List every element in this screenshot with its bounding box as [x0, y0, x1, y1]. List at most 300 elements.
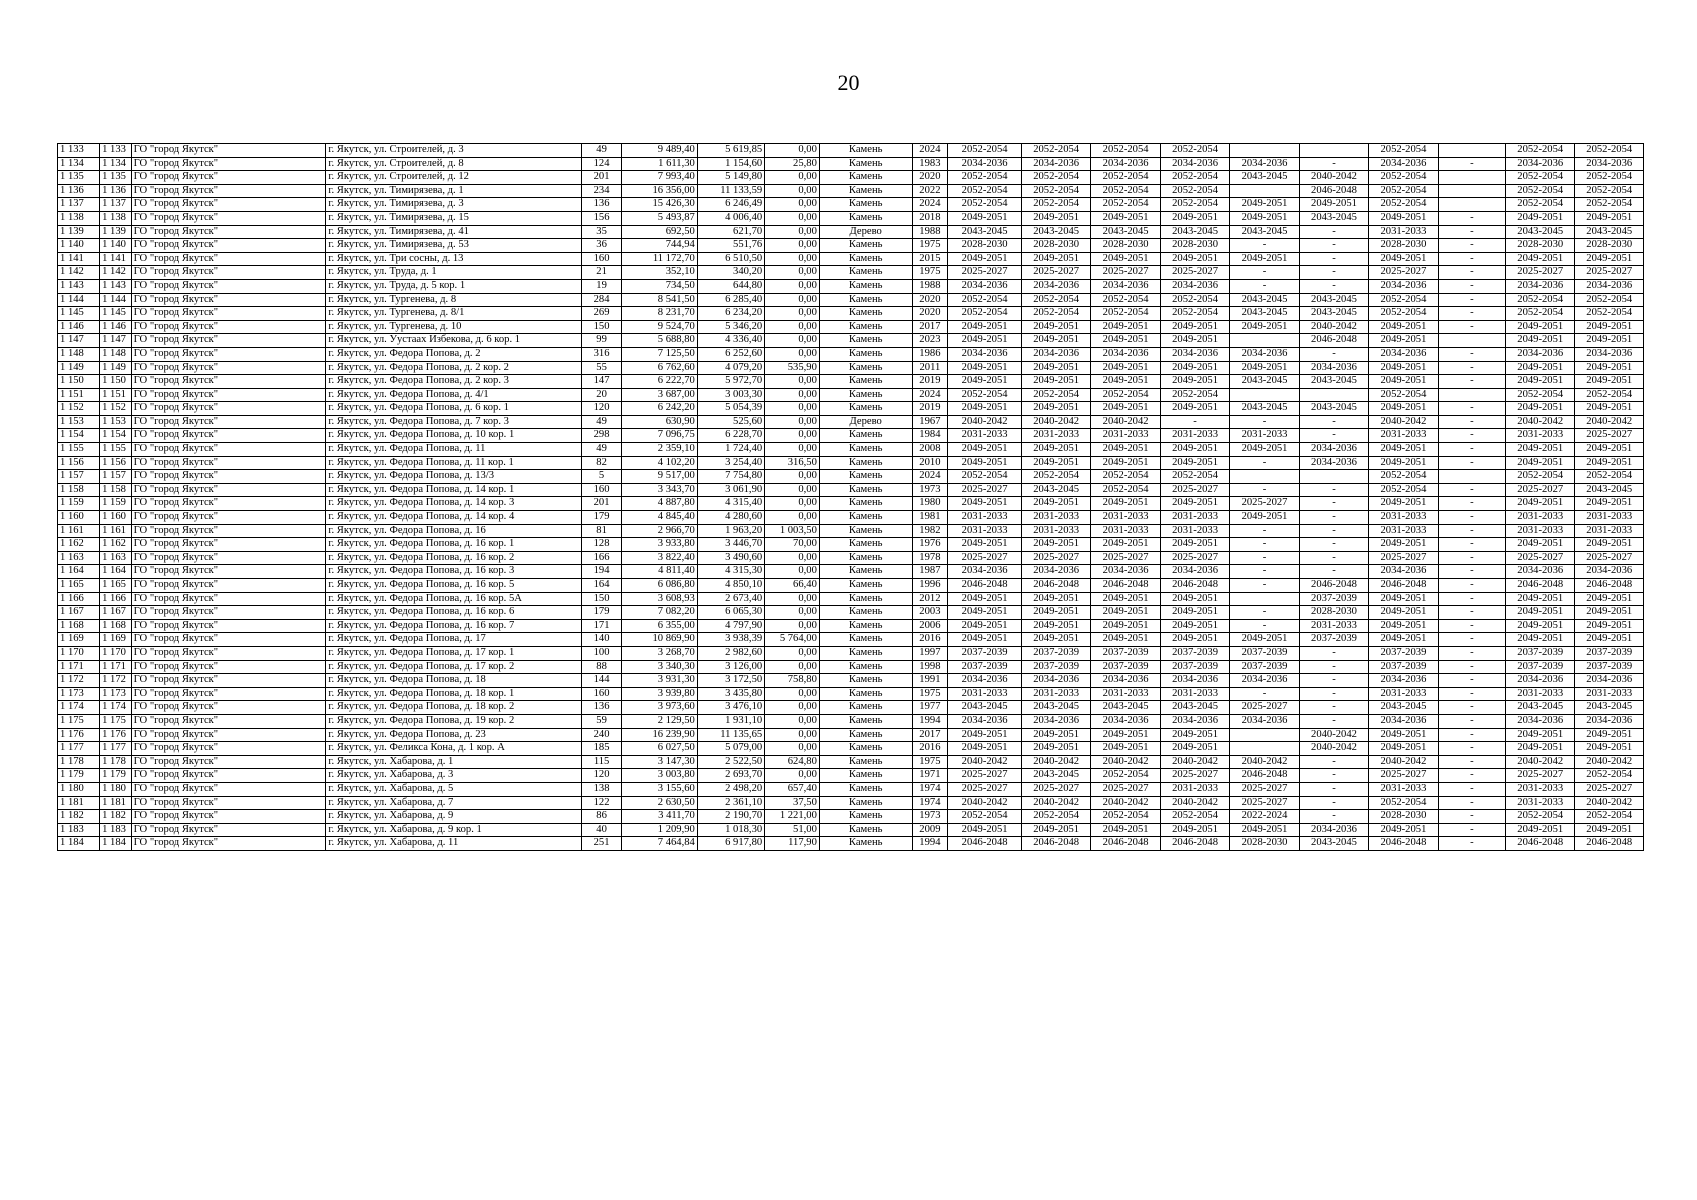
table-cell: 2049-2051: [1369, 361, 1438, 375]
table-cell: 0,00: [765, 606, 820, 620]
table-row: [58, 157, 1644, 171]
table-cell: 2031-2033: [1575, 687, 1644, 701]
table-cell: Камень: [819, 660, 912, 674]
table-cell: 2052-2054: [1160, 307, 1229, 321]
table-cell: 352,10: [622, 266, 698, 280]
table-cell: 1994: [912, 837, 948, 851]
table-cell: Камень: [819, 837, 912, 851]
table-row: [58, 687, 1644, 701]
table-cell: 2040-2042: [1369, 755, 1438, 769]
table-cell: 2052-2054: [948, 470, 1022, 484]
table-cell: 2049-2051: [1091, 211, 1160, 225]
table-cell: ГО "город Якутск": [131, 592, 326, 606]
table-cell: 2049-2051: [1160, 211, 1229, 225]
table-cell: 2025-2027: [1021, 551, 1090, 565]
table-cell: 5 619,85: [697, 144, 764, 158]
table-cell: 2025-2027: [1506, 266, 1575, 280]
table-cell: 2049-2051: [1230, 823, 1299, 837]
table-cell: 2031-2033: [1230, 429, 1299, 443]
table-cell: 40: [582, 823, 622, 837]
table-cell: 2052-2054: [1021, 388, 1090, 402]
table-cell: Камень: [819, 497, 912, 511]
table-cell: 1976: [912, 538, 948, 552]
table-row: [58, 810, 1644, 824]
table-cell: 194: [582, 565, 622, 579]
table-cell: 2031-2033: [1506, 687, 1575, 701]
table-cell: 2028-2030: [1369, 239, 1438, 253]
table-cell: 2034-2036: [1091, 347, 1160, 361]
table-cell: 2049-2051: [1575, 633, 1644, 647]
table-cell: 3 147,30: [622, 755, 698, 769]
table-cell: 2034-2036: [1230, 347, 1299, 361]
table-cell: -: [1438, 619, 1505, 633]
table-cell: Камень: [819, 687, 912, 701]
table-cell: 2031-2033: [1160, 782, 1229, 796]
table-cell: 1 162: [100, 538, 132, 552]
table-cell: 2052-2054: [1575, 769, 1644, 783]
table-cell: 59: [582, 714, 622, 728]
table-cell: 4 797,90: [697, 619, 764, 633]
table-cell: 0,00: [765, 266, 820, 280]
table-cell: ГО "город Якутск": [131, 266, 326, 280]
table-cell: 1988: [912, 225, 948, 239]
table-cell: 0,00: [765, 388, 820, 402]
table-cell: 2049-2051: [1230, 211, 1299, 225]
table-cell: 7 993,40: [622, 171, 698, 185]
table-cell: -: [1438, 592, 1505, 606]
table-cell: ГО "город Якутск": [131, 755, 326, 769]
table-cell: 2052-2054: [1575, 388, 1644, 402]
table-cell: 744,94: [622, 239, 698, 253]
table-cell: -: [1160, 415, 1229, 429]
table-cell: 201: [582, 497, 622, 511]
table-cell: Камень: [819, 198, 912, 212]
table-cell: 2040-2042: [1506, 755, 1575, 769]
table-cell: г. Якутск, ул. Хабарова, д. 9: [326, 810, 582, 824]
table-cell: 2052-2054: [1506, 470, 1575, 484]
table-cell: [1438, 144, 1505, 158]
table-cell: -: [1438, 524, 1505, 538]
table-cell: 4 315,30: [697, 565, 764, 579]
table-cell: 3 061,90: [697, 483, 764, 497]
table-cell: 2025-2027: [1091, 266, 1160, 280]
table-cell: 1 145: [58, 307, 100, 321]
table-cell: 2049-2051: [1160, 375, 1229, 389]
table-cell: -: [1230, 456, 1299, 470]
table-cell: -: [1438, 728, 1505, 742]
table-cell: 2025-2027: [1091, 782, 1160, 796]
table-row: [58, 755, 1644, 769]
table-cell: 2049-2051: [1160, 252, 1229, 266]
table-cell: 2 498,20: [697, 782, 764, 796]
table-cell: -: [1438, 701, 1505, 715]
table-cell: 2049-2051: [1369, 633, 1438, 647]
table-cell: 2020: [912, 171, 948, 185]
table-cell: -: [1438, 769, 1505, 783]
table-cell: 1983: [912, 157, 948, 171]
table-cell: 1 176: [58, 728, 100, 742]
table-cell: 1 138: [100, 211, 132, 225]
table-cell: 2049-2051: [1091, 633, 1160, 647]
table-cell: -: [1438, 755, 1505, 769]
table-cell: ГО "город Якутск": [131, 524, 326, 538]
table-cell: 2052-2054: [1506, 144, 1575, 158]
table-cell: -: [1230, 551, 1299, 565]
table-cell: 19: [582, 279, 622, 293]
table-cell: Камень: [819, 646, 912, 660]
table-cell: 2043-2045: [1299, 307, 1368, 321]
table-cell: Камень: [819, 728, 912, 742]
table-cell: 2034-2036: [1091, 714, 1160, 728]
table-cell: 1 171: [58, 660, 100, 674]
table-cell: 1 018,30: [697, 823, 764, 837]
table-cell: 758,80: [765, 674, 820, 688]
table-cell: 2049-2051: [1021, 592, 1090, 606]
table-cell: 657,40: [765, 782, 820, 796]
table-cell: 2049-2051: [1230, 511, 1299, 525]
table-cell: 1 184: [58, 837, 100, 851]
table-cell: 2037-2039: [1575, 646, 1644, 660]
table-row: [58, 728, 1644, 742]
table-cell: 2034-2036: [1575, 347, 1644, 361]
table-cell: 2049-2051: [1506, 592, 1575, 606]
table-cell: 0,00: [765, 225, 820, 239]
table-cell: 2049-2051: [1369, 320, 1438, 334]
table-cell: 2049-2051: [948, 497, 1022, 511]
table-cell: 4 102,20: [622, 456, 698, 470]
table-cell: 2046-2048: [1091, 579, 1160, 593]
table-cell: 3 268,70: [622, 646, 698, 660]
table-cell: [1438, 334, 1505, 348]
table-cell: 2049-2051: [1021, 456, 1090, 470]
table-cell: 3 973,60: [622, 701, 698, 715]
table-cell: 692,50: [622, 225, 698, 239]
table-cell: 2034-2036: [1230, 674, 1299, 688]
table-cell: г. Якутск, ул. Хабарова, д. 11: [326, 837, 582, 851]
table-cell: 2040-2042: [1575, 755, 1644, 769]
table-cell: 2049-2051: [1506, 252, 1575, 266]
table-cell: 2052-2054: [1506, 171, 1575, 185]
table-cell: 1 147: [58, 334, 100, 348]
table-cell: 4 079,20: [697, 361, 764, 375]
table-cell: 164: [582, 579, 622, 593]
table-cell: 0,00: [765, 565, 820, 579]
table-cell: 2031-2033: [1506, 524, 1575, 538]
table-cell: 2034-2036: [1160, 714, 1229, 728]
table-cell: 1 151: [100, 388, 132, 402]
table-cell: 2043-2045: [1021, 483, 1090, 497]
table-cell: -: [1438, 687, 1505, 701]
table-cell: 2049-2051: [1230, 320, 1299, 334]
table-cell: 251: [582, 837, 622, 851]
table-cell: 0,00: [765, 714, 820, 728]
table-cell: 1 169: [100, 633, 132, 647]
table-cell: 2043-2045: [1299, 375, 1368, 389]
table-cell: 2034-2036: [1506, 565, 1575, 579]
table-cell: 2034-2036: [1021, 157, 1090, 171]
table-cell: 2043-2045: [1230, 375, 1299, 389]
table-cell: 2025-2027: [1369, 769, 1438, 783]
table-cell: 2052-2054: [948, 388, 1022, 402]
table-cell: -: [1299, 551, 1368, 565]
table-cell: 15 426,30: [622, 198, 698, 212]
table-cell: г. Якутск, ул. Федора Попова, д. 16 кор. 7: [326, 619, 582, 633]
table-cell: 2 359,10: [622, 443, 698, 457]
table-cell: 2052-2054: [1575, 184, 1644, 198]
table-cell: -: [1438, 443, 1505, 457]
table-cell: 2049-2051: [948, 320, 1022, 334]
table-cell: 2052-2054: [1160, 171, 1229, 185]
table-cell: 2034-2036: [948, 279, 1022, 293]
table-cell: 0,00: [765, 728, 820, 742]
table-cell: 2031-2033: [1575, 524, 1644, 538]
table-cell: -: [1299, 674, 1368, 688]
table-cell: 2049-2051: [1506, 361, 1575, 375]
table-cell: 2025-2027: [948, 483, 1022, 497]
table-cell: 644,80: [697, 279, 764, 293]
table-cell: ГО "город Якутск": [131, 483, 326, 497]
table-cell: 2037-2039: [1506, 660, 1575, 674]
table-cell: 2028-2030: [1369, 810, 1438, 824]
table-cell: 2052-2054: [1091, 810, 1160, 824]
table-cell: 1975: [912, 755, 948, 769]
table-cell: г. Якутск, ул. Федора Попова, д. 14 кор. 4: [326, 511, 582, 525]
table-cell: 1 158: [58, 483, 100, 497]
table-cell: 2049-2051: [1369, 211, 1438, 225]
table-cell: 2043-2045: [1506, 225, 1575, 239]
table-cell: 1 154: [58, 429, 100, 443]
table-row: [58, 388, 1644, 402]
table-cell: 20: [582, 388, 622, 402]
table-cell: 2046-2048: [1506, 579, 1575, 593]
table-cell: 2025-2027: [1575, 551, 1644, 565]
table-cell: 2049-2051: [1506, 619, 1575, 633]
table-cell: г. Якутск, ул. Тургенева, д. 8/1: [326, 307, 582, 321]
table-cell: 3 938,39: [697, 633, 764, 647]
table-cell: 2020: [912, 293, 948, 307]
table-cell: 0,00: [765, 483, 820, 497]
table-cell: 6 285,40: [697, 293, 764, 307]
table-cell: -: [1438, 402, 1505, 416]
table-cell: 2052-2054: [1575, 307, 1644, 321]
table-cell: 2052-2054: [1575, 198, 1644, 212]
table-row: [58, 579, 1644, 593]
table-cell: 1 170: [58, 646, 100, 660]
table-cell: 2028-2030: [1021, 239, 1090, 253]
table-cell: 2052-2054: [1091, 388, 1160, 402]
table-cell: 3 343,70: [622, 483, 698, 497]
table-cell: 6 234,20: [697, 307, 764, 321]
table-cell: Камень: [819, 579, 912, 593]
table-cell: 70,00: [765, 538, 820, 552]
table-cell: -: [1438, 810, 1505, 824]
table-cell: 4 006,40: [697, 211, 764, 225]
table-cell: 6 246,49: [697, 198, 764, 212]
table-cell: -: [1438, 565, 1505, 579]
table-cell: 2034-2036: [1091, 674, 1160, 688]
table-cell: -: [1230, 619, 1299, 633]
table-cell: [1230, 728, 1299, 742]
table-cell: 0,00: [765, 742, 820, 756]
table-cell: Дерево: [819, 415, 912, 429]
table-cell: 1978: [912, 551, 948, 565]
table-cell: Камень: [819, 823, 912, 837]
table-cell: 2043-2045: [1299, 211, 1368, 225]
table-cell: -: [1299, 239, 1368, 253]
table-cell: 2025-2027: [1230, 796, 1299, 810]
table-cell: 2031-2033: [1021, 524, 1090, 538]
table-cell: 1 179: [58, 769, 100, 783]
table-row: [58, 361, 1644, 375]
table-cell: 1973: [912, 483, 948, 497]
table-cell: 2043-2045: [1230, 171, 1299, 185]
table-cell: 734,50: [622, 279, 698, 293]
table-cell: 2008: [912, 443, 948, 457]
table-row: [58, 524, 1644, 538]
table-cell: 1967: [912, 415, 948, 429]
table-cell: 2040-2042: [1021, 415, 1090, 429]
table-cell: г. Якутск, ул. Федора Попова, д. 18 кор. 2: [326, 701, 582, 715]
table-cell: г. Якутск, ул. Федора Попова, д. 7 кор. 3: [326, 415, 582, 429]
table-cell: 2049-2051: [1575, 211, 1644, 225]
table-cell: 2049-2051: [1369, 619, 1438, 633]
table-cell: 2034-2036: [948, 347, 1022, 361]
table-cell: 2049-2051: [948, 443, 1022, 457]
table-cell: 2015: [912, 252, 948, 266]
table-cell: г. Якутск, ул. Тимирязева, д. 3: [326, 198, 582, 212]
table-cell: 0,00: [765, 769, 820, 783]
table-cell: 2046-2048: [1160, 579, 1229, 593]
table-cell: 0,00: [765, 171, 820, 185]
table-cell: 2049-2051: [1091, 742, 1160, 756]
table-cell: 2052-2054: [1575, 810, 1644, 824]
table-cell: 2028-2030: [1575, 239, 1644, 253]
table-cell: 1987: [912, 565, 948, 579]
table-cell: 2049-2051: [1506, 742, 1575, 756]
table-cell: 16 239,90: [622, 728, 698, 742]
table-cell: 0,00: [765, 320, 820, 334]
table-cell: 2043-2045: [1021, 225, 1090, 239]
table-cell: 1 134: [100, 157, 132, 171]
table-cell: Камень: [819, 429, 912, 443]
table-cell: ГО "город Якутск": [131, 810, 326, 824]
table-cell: г. Якутск, ул. Федора Попова, д. 2 кор. 3: [326, 375, 582, 389]
table-cell: 1 221,00: [765, 810, 820, 824]
table-row: [58, 443, 1644, 457]
table-cell: 3 003,30: [697, 388, 764, 402]
table-cell: 88: [582, 660, 622, 674]
table-cell: ГО "город Якутск": [131, 347, 326, 361]
table-cell: Камень: [819, 769, 912, 783]
table-cell: -: [1299, 483, 1368, 497]
table-cell: 2049-2051: [1506, 211, 1575, 225]
table-cell: 2049-2051: [1506, 402, 1575, 416]
table-cell: 2052-2054: [1575, 171, 1644, 185]
table-cell: -: [1299, 497, 1368, 511]
table-cell: -: [1438, 497, 1505, 511]
table-cell: 2052-2054: [1369, 796, 1438, 810]
table-cell: 10 869,90: [622, 633, 698, 647]
table-row: [58, 334, 1644, 348]
table-cell: 2031-2033: [1506, 796, 1575, 810]
table-cell: г. Якутск, ул. Хабарова, д. 3: [326, 769, 582, 783]
table-cell: 1 165: [100, 579, 132, 593]
table-cell: Камень: [819, 592, 912, 606]
table-cell: 1977: [912, 701, 948, 715]
table-cell: -: [1299, 415, 1368, 429]
table-cell: 1981: [912, 511, 948, 525]
table-row: [58, 184, 1644, 198]
table-cell: г. Якутск, ул. Тимирязева, д. 15: [326, 211, 582, 225]
table-cell: 2040-2042: [948, 796, 1022, 810]
table-cell: 2043-2045: [1160, 701, 1229, 715]
table-cell: 1 166: [100, 592, 132, 606]
table-cell: 160: [582, 687, 622, 701]
table-cell: ГО "город Якутск": [131, 579, 326, 593]
table-cell: ГО "город Якутск": [131, 307, 326, 321]
table-cell: 2031-2033: [948, 511, 1022, 525]
table-cell: ГО "город Якутск": [131, 538, 326, 552]
table-cell: 1 141: [58, 252, 100, 266]
table-cell: -: [1299, 429, 1368, 443]
table-cell: 1 177: [100, 742, 132, 756]
table-cell: 2049-2051: [1160, 606, 1229, 620]
table-cell: 4 336,40: [697, 334, 764, 348]
table-cell: 0,00: [765, 375, 820, 389]
table-row: [58, 565, 1644, 579]
table-cell: 1975: [912, 239, 948, 253]
table-cell: 1 180: [58, 782, 100, 796]
table-cell: 2052-2054: [1021, 810, 1090, 824]
table-cell: 2031-2033: [1369, 782, 1438, 796]
table-cell: 1 150: [100, 375, 132, 389]
table-cell: [1230, 334, 1299, 348]
table-cell: Камень: [819, 714, 912, 728]
table-cell: 2040-2042: [1021, 796, 1090, 810]
table-cell: 2034-2036: [1369, 714, 1438, 728]
table-cell: -: [1438, 511, 1505, 525]
table-cell: 1 174: [58, 701, 100, 715]
table-cell: 2052-2054: [1369, 470, 1438, 484]
table-row: [58, 402, 1644, 416]
table-cell: 2025-2027: [948, 551, 1022, 565]
table-cell: 0,00: [765, 551, 820, 565]
table-cell: г. Якутск, ул. Федора Попова, д. 14 кор. 3: [326, 497, 582, 511]
table-cell: 2037-2039: [1369, 660, 1438, 674]
table-cell: 2049-2051: [1369, 823, 1438, 837]
table-cell: 2052-2054: [1091, 307, 1160, 321]
table-cell: 1 142: [100, 266, 132, 280]
table-cell: 3 155,60: [622, 782, 698, 796]
table-cell: 2049-2051: [948, 334, 1022, 348]
table-cell: 2049-2051: [1091, 252, 1160, 266]
table-cell: 2025-2027: [1369, 266, 1438, 280]
table-cell: -: [1299, 266, 1368, 280]
table-cell: 2025-2027: [1021, 782, 1090, 796]
table-cell: 2049-2051: [1506, 728, 1575, 742]
table-cell: 120: [582, 402, 622, 416]
table-cell: г. Якутск, ул. Федора Попова, д. 11: [326, 443, 582, 457]
table-cell: 2046-2048: [1506, 837, 1575, 851]
table-row: [58, 837, 1644, 851]
table-cell: 2052-2054: [1021, 470, 1090, 484]
table-cell: 2043-2045: [1160, 225, 1229, 239]
table-cell: 2046-2048: [948, 837, 1022, 851]
table-cell: 0,00: [765, 347, 820, 361]
table-cell: 2025-2027: [1091, 551, 1160, 565]
table-row: [58, 375, 1644, 389]
table-cell: 2031-2033: [1160, 511, 1229, 525]
